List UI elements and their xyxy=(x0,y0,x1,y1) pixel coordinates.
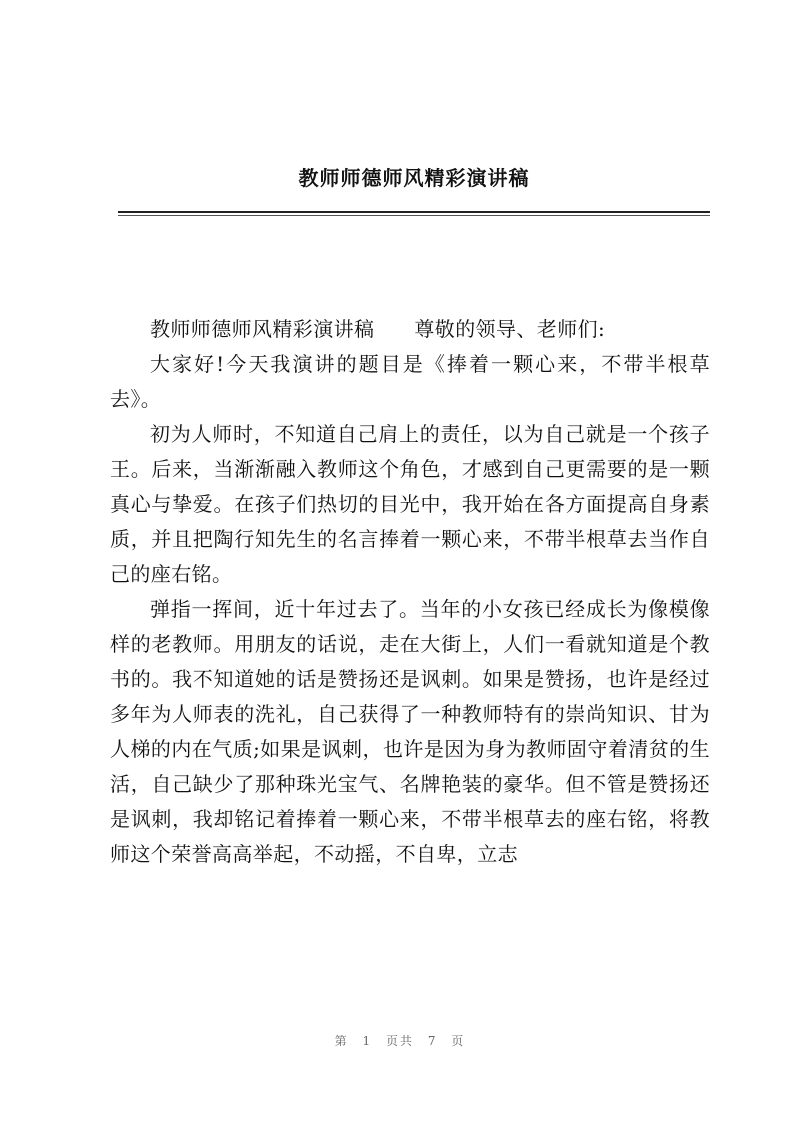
page-footer xyxy=(0,1032,800,1049)
document-body xyxy=(110,312,710,872)
footer-total-pages: 7 xyxy=(427,1034,438,1048)
footer-label-page-of: 页共 xyxy=(385,1034,414,1048)
salutation-text: 尊敬的领导、老师们: xyxy=(414,317,606,341)
title-divider-thick xyxy=(118,211,710,213)
paragraph-body-2: 弹指一挥间，近十年过去了。当年的小女孩已经成长为像模像样的老教师。用朋友的话说，走在大街上，人们一看就知道是个教书的。我不知道她的话是赞扬还是讽刺。如果是赞扬，也许是经过多年为人师表的洗礼，自己获得了一种教师特有的崇尚知识、甘为人梯的内在气质;如果是讽刺，也许是因为身为教师固守着清贫的生活，自己缺少了那种珠光宝气、名牌艳装的豪华。但不管是赞扬还是讽刺，我却铭记着捧着一颗心来，不带半根草去的座右铭，将教师这个荣誉高高举起，不动摇，不自卑，立志 xyxy=(110,597,710,866)
paragraph-salutation xyxy=(110,312,710,347)
title-divider-thin xyxy=(118,215,710,216)
salutation-lead: 教师师德师风精彩演讲稿 xyxy=(150,317,375,341)
document-title: 教师师德师风精彩演讲稿 xyxy=(298,166,530,190)
footer-current-page: 1 xyxy=(362,1034,373,1048)
document-header xyxy=(118,160,710,196)
paragraph-greeting: 大家好!今天我演讲的题目是《捧着一颗心来，不带半根草去》。 xyxy=(110,352,710,411)
footer-label-page: 第 xyxy=(334,1034,349,1048)
paragraph-body-1: 初为人师时，不知道自己肩上的责任，以为自己就是一个孩子王。后来，当渐渐融入教师这个角色，才感到自己更需要的是一颗真心与挚爱。在孩子们热切的目光中，我开始在各方面提高自身素质，并且把陶行知先生的名言捧着一颗心来，不带半根草去当作自己的座右铭。 xyxy=(110,422,710,586)
footer-label-pages: 页 xyxy=(451,1034,466,1048)
